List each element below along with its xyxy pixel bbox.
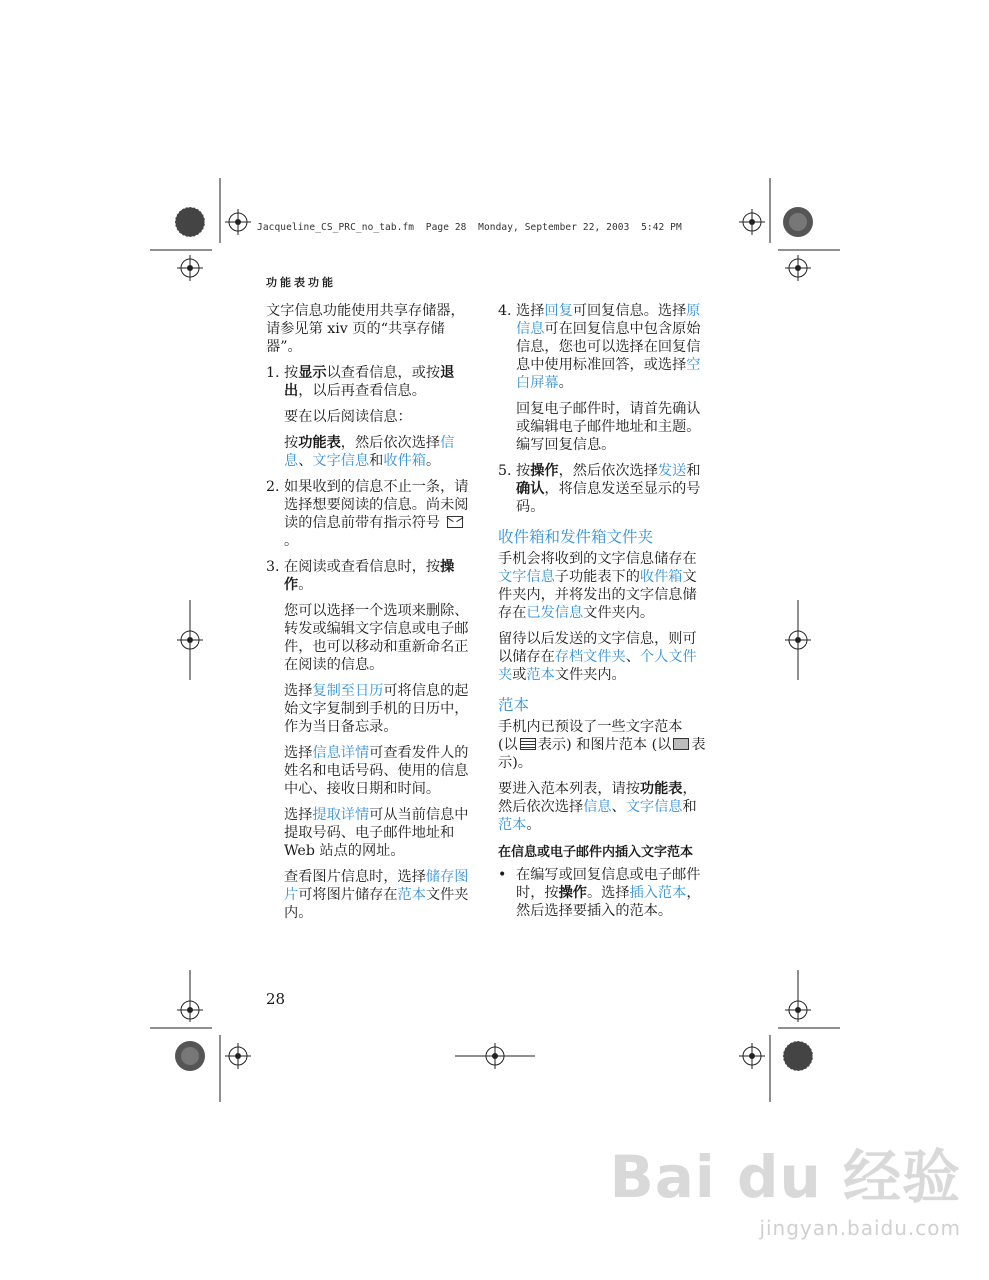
text: 文件夹内。 bbox=[583, 605, 655, 621]
inbox-paragraph-1 bbox=[498, 550, 706, 622]
step-4 bbox=[498, 302, 706, 392]
text: 和 bbox=[682, 799, 697, 815]
step-number: 5. bbox=[498, 463, 512, 479]
text: 文件夹内，并将发出的文字信息储存在 bbox=[498, 569, 697, 621]
left-column bbox=[266, 302, 474, 930]
insert-template-bullet bbox=[498, 866, 706, 920]
menu-term-reply: 回复 bbox=[544, 303, 573, 319]
menu-term-text-messages: 文字信息 bbox=[498, 569, 555, 585]
text: 在阅读或查看信息时，按 bbox=[284, 559, 441, 575]
insert-template-heading: 在信息或电子邮件内插入文字范本 bbox=[498, 845, 694, 860]
text: 在编写或回复信息或电子邮件时，按 bbox=[516, 867, 701, 901]
key-options: 操作 bbox=[530, 463, 559, 479]
menu-term-messages: 信息 bbox=[284, 435, 455, 469]
text: 选择 bbox=[516, 303, 545, 319]
text: 以查看信息，或按 bbox=[326, 365, 441, 381]
text: 。选择 bbox=[586, 885, 630, 901]
text: 要进入范本列表，请按 bbox=[498, 781, 640, 797]
text: 。 bbox=[526, 817, 541, 833]
step-5 bbox=[498, 462, 706, 516]
menu-term-sent-items: 已发信息 bbox=[526, 605, 584, 621]
templates-heading: 范本 bbox=[498, 696, 530, 714]
text: 和 bbox=[369, 453, 384, 469]
menu-term-templates: 范本 bbox=[526, 667, 555, 683]
text: 。 bbox=[298, 577, 313, 593]
menu-term-personal-folder: 个人文件夹 bbox=[498, 649, 697, 683]
text: 可回复信息。选择 bbox=[572, 303, 687, 319]
text: 选择 bbox=[284, 807, 313, 823]
menu-term-inbox: 收件箱 bbox=[383, 453, 426, 469]
section-label: 功能表功能 bbox=[266, 276, 336, 289]
key-options: 操作 bbox=[558, 885, 587, 901]
watermark-url: jingyan.baidu.com bbox=[759, 1216, 961, 1240]
save-picture-paragraph bbox=[266, 868, 474, 922]
intro-paragraph: 文字信息功能使用共享存储器，请参见第 xiv 页的“共享存储器”。 bbox=[266, 303, 465, 355]
step-number: 3. bbox=[266, 559, 280, 575]
watermark-logo: Bai du 经验 bbox=[609, 1143, 961, 1211]
text: 、 bbox=[625, 649, 640, 665]
menu-term-send: 发送 bbox=[657, 463, 687, 479]
menu-term-insert-template: 插入范本 bbox=[629, 885, 687, 901]
read-later-label: 要在以后阅读信息： bbox=[284, 409, 412, 425]
menu-term-text-messages: 文字信息 bbox=[625, 799, 683, 815]
text: 按 bbox=[284, 435, 299, 451]
text: ，然后依次选择 bbox=[558, 463, 658, 479]
templates-paragraph-2 bbox=[498, 780, 706, 834]
text: ，然后依次选择 bbox=[340, 435, 441, 451]
text: ，然后依次选择 bbox=[498, 781, 697, 815]
text: 文件夹内。 bbox=[284, 887, 469, 921]
menu-term-inbox: 收件箱 bbox=[639, 569, 683, 585]
text: 。 bbox=[558, 375, 573, 391]
text: 按 bbox=[516, 463, 531, 479]
menu-term-original-message: 原信息 bbox=[516, 303, 701, 337]
menu-term-messages: 信息 bbox=[583, 799, 612, 815]
key-options: 操作 bbox=[284, 559, 455, 593]
key-exit: 退出 bbox=[284, 365, 455, 399]
text: 查看图片信息时，选择 bbox=[284, 869, 426, 885]
menu-term-templates: 范本 bbox=[397, 887, 426, 903]
text: 或 bbox=[512, 667, 527, 683]
text: 可将信息的起始文字复制到手机的日历中，作为当日备忘录。 bbox=[284, 683, 469, 735]
text: 、 bbox=[298, 453, 313, 469]
text: 子功能表下的 bbox=[554, 569, 640, 585]
options-paragraph: 您可以选择一个选项来删除、转发或编辑文字信息或电子邮件，也可以移动和重新命名正在阅读的信息。 bbox=[284, 603, 469, 673]
menu-term-copy-to-calendar: 复制至日历 bbox=[312, 683, 384, 699]
message-details-paragraph bbox=[266, 744, 474, 798]
copy-to-calendar-paragraph bbox=[266, 682, 474, 736]
text: 选择 bbox=[284, 683, 313, 699]
text: 文件夹内。 bbox=[554, 667, 626, 683]
menu-term-extract-details: 提取详情 bbox=[312, 807, 370, 823]
text: 可将图片储存在 bbox=[298, 887, 398, 903]
menu-term-blank-screen: 空白屏幕 bbox=[516, 357, 701, 391]
envelope-icon bbox=[447, 516, 463, 528]
text: 可从当前信息中提取号码、电子邮件地址和 Web 站点的网址。 bbox=[284, 807, 469, 859]
text: 可查看发件人的姓名和电话号码、使用的信息中心、接收日期和时间。 bbox=[284, 745, 469, 797]
picture-template-icon bbox=[673, 738, 689, 750]
text: 如果收到的信息不止一条，请选择想要阅读的信息。尚未阅读的信息前带有指示符号 bbox=[284, 479, 469, 531]
right-column bbox=[498, 302, 706, 920]
file-header: Jacqueline_CS_PRC_no_tab.fm Page 28 Monday, September 22, 2003 5:42 PM bbox=[257, 222, 682, 233]
menu-term-save-picture: 储存图片 bbox=[284, 869, 469, 903]
inbox-outbox-heading: 收件箱和发件箱文件夹 bbox=[498, 528, 654, 546]
step-number: 1. bbox=[266, 365, 280, 381]
menu-term-archive-folder: 存档文件夹 bbox=[554, 649, 626, 665]
reply-email-paragraph: 回复电子邮件时，请首先确认或编辑电子邮件地址和主题。编写回复信息。 bbox=[516, 401, 701, 453]
bullet-dot: • bbox=[498, 867, 507, 883]
text: 和 bbox=[686, 463, 701, 479]
baidu-watermark bbox=[610, 1130, 961, 1240]
step-1 bbox=[266, 364, 474, 400]
text: 手机内已预设了一些文字范本 (以 bbox=[498, 719, 683, 753]
text-template-icon bbox=[520, 738, 536, 750]
text: 表示) 和图片范本 (以 bbox=[537, 737, 672, 753]
templates-paragraph-1 bbox=[498, 718, 706, 772]
step-number: 2. bbox=[266, 479, 280, 495]
text: 手机会将收到的文字信息储存在 bbox=[498, 551, 697, 567]
key-display: 显示 bbox=[298, 365, 327, 381]
text: 按 bbox=[284, 365, 299, 381]
text: 选择 bbox=[284, 745, 313, 761]
text: 。 bbox=[284, 533, 299, 549]
key-menu: 功能表 bbox=[639, 781, 683, 797]
step-number: 4. bbox=[498, 303, 512, 319]
step-2 bbox=[266, 478, 474, 550]
read-later-path bbox=[266, 434, 474, 470]
page-number: 28 bbox=[266, 990, 286, 1008]
menu-term-templates: 范本 bbox=[498, 817, 527, 833]
key-confirm: 确认 bbox=[516, 481, 545, 497]
step-3 bbox=[266, 558, 474, 594]
key-menu: 功能表 bbox=[298, 435, 341, 451]
text: ，然后选择要插入的范本。 bbox=[516, 885, 701, 919]
text: 留待以后发送的文字信息，则可以储存在 bbox=[498, 631, 697, 665]
text: 。 bbox=[425, 453, 441, 469]
inbox-paragraph-2 bbox=[498, 630, 706, 684]
extract-details-paragraph bbox=[266, 806, 474, 860]
menu-term-message-details: 信息详情 bbox=[312, 745, 370, 761]
text: ，以后再查看信息。 bbox=[298, 383, 426, 399]
text: 、 bbox=[611, 799, 626, 815]
text: ，将信息发送至显示的号码。 bbox=[516, 481, 701, 515]
menu-term-text-messages: 文字信息 bbox=[312, 453, 370, 469]
text: 可在回复信息中包含原始信息，您也可以选择在回复信息中使用标准回答，或选择 bbox=[516, 321, 701, 373]
text: 表示)。 bbox=[498, 737, 706, 771]
